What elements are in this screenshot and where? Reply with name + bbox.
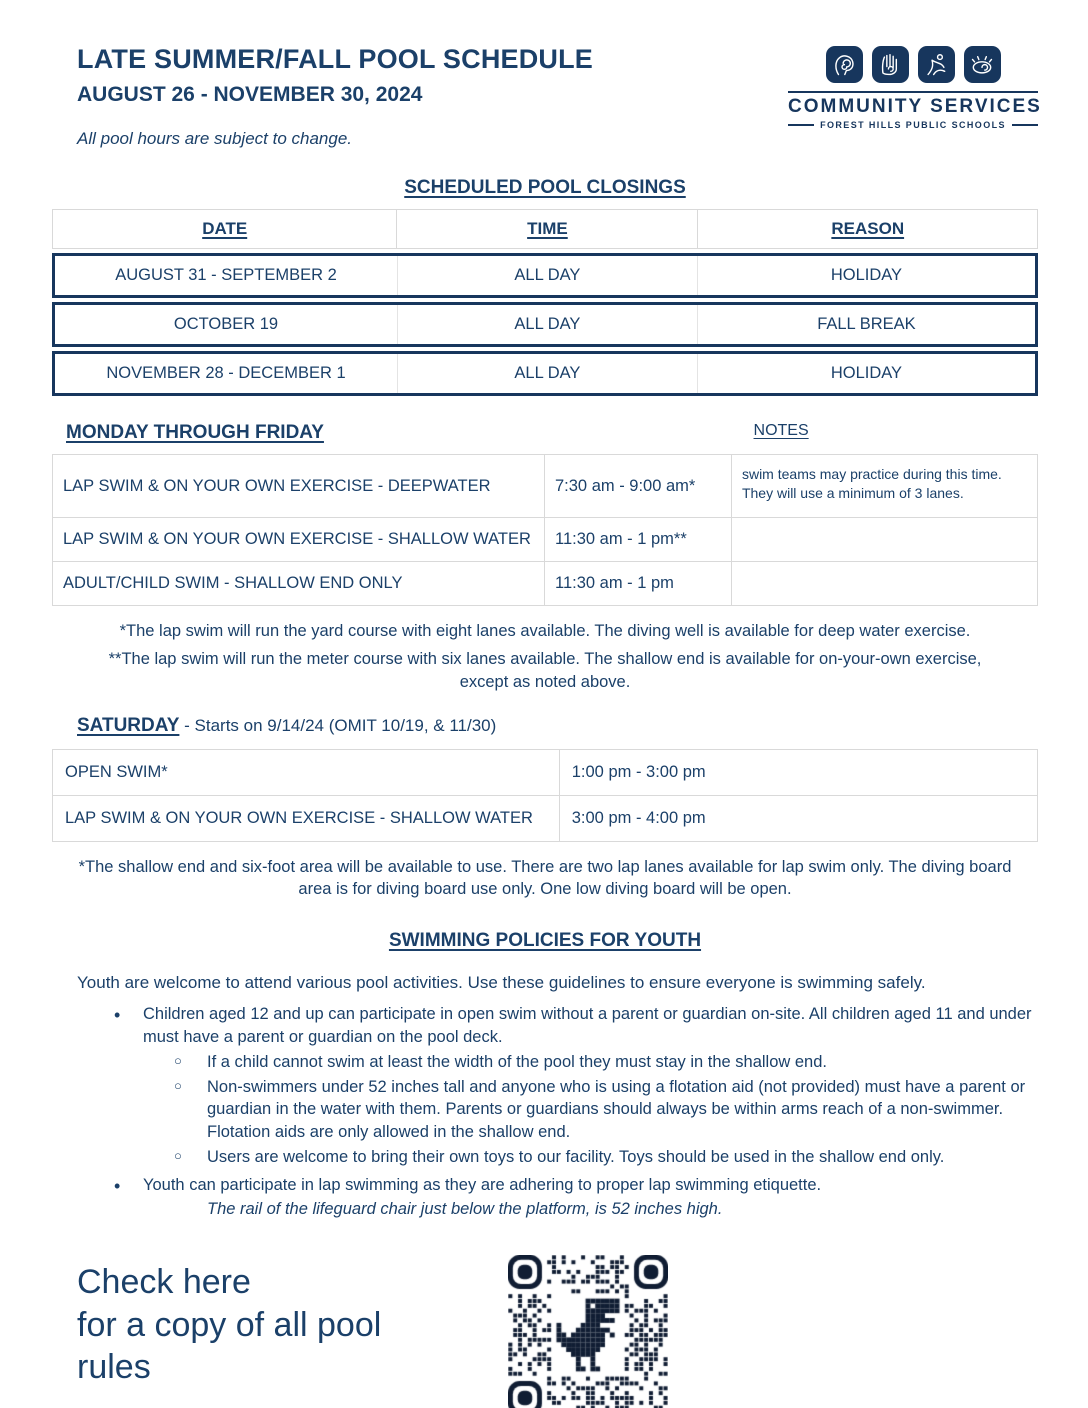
table-row [53, 455, 1037, 518]
saturday-heading: SATURDAY [77, 714, 180, 736]
policies-heading: SWIMMING POLICIES FOR YOUTH [388, 930, 702, 952]
time-cell: 7:30 am - 9:00 am* [545, 455, 732, 517]
activity-cell: LAP SWIM & ON YOUR OWN EXERCISE - SHALLOW WATER [53, 518, 545, 561]
closing-date: AUGUST 31 - SEPTEMBER 2 [55, 256, 398, 295]
list-item: ○ Users are welcome to bring their own toys to our facility. Toys should be used in the shallow end only. [52, 1146, 1038, 1168]
closings-col-time: TIME [397, 210, 698, 248]
table-row [53, 750, 1037, 796]
logo-org-name: COMMUNITY SERVICES [788, 96, 1042, 117]
note-cell [732, 562, 1037, 605]
saturday-footnote: *The shallow end and six-foot area will be available to use. There are two lap lanes available for lap swim only. The diving board area is for diving board use only. One low diving board will be open. [78, 857, 1012, 899]
hours-disclaimer: All pool hours are subject to change. [77, 129, 353, 148]
closings-header-row [52, 209, 1038, 249]
table-row [52, 351, 1038, 396]
page-title: LATE SUMMER/FALL POOL SCHEDULE [77, 44, 594, 74]
closing-reason: HOLIDAY [830, 266, 903, 284]
activity-cell: OPEN SWIM* [53, 750, 560, 795]
closings-heading: SCHEDULED POOL CLOSINGS [404, 177, 686, 198]
closing-time: ALL DAY [398, 305, 698, 344]
policies-bullets [52, 1003, 1038, 1196]
table-row [53, 796, 1037, 841]
weekday-heading: MONDAY THROUGH FRIDAY [66, 422, 324, 443]
logo-icons [788, 46, 1038, 83]
qr-caption-line: for a copy of all pool [77, 1305, 382, 1344]
time-cell: 3:00 pm - 4:00 pm [571, 808, 706, 827]
hand-icon [872, 46, 909, 83]
logo-suborg [788, 120, 1038, 130]
closings-table [52, 209, 1038, 396]
header [52, 44, 1042, 149]
activity-cell: LAP SWIM & ON YOUR OWN EXERCISE - SHALLOW WATER [53, 796, 560, 841]
time-cell: 11:30 am - 1 pm** [545, 518, 732, 561]
table-row [53, 562, 1037, 605]
saturday-table [52, 749, 1038, 842]
policies-intro: Youth are welcome to attend various pool activities. Use these guidelines to ensure everyone is swimming safely. [77, 973, 926, 993]
note-cell [732, 518, 1037, 561]
saturday-heading-line [52, 715, 1038, 737]
community-services-logo [788, 46, 1042, 130]
date-range: AUGUST 26 - NOVEMBER 30, 2024 [77, 83, 423, 106]
closings-section [52, 177, 1038, 396]
saturday-heading-suffix: - Starts on 9/14/24 (OMIT 10/19, & 11/30) [179, 715, 497, 735]
closing-time: ALL DAY [398, 256, 698, 295]
logo-dash-right [1012, 124, 1038, 126]
head-spiral-icon [826, 46, 863, 83]
activity-cell: LAP SWIM & ON YOUR OWN EXERCISE - DEEPWATER [53, 455, 545, 517]
person-icon [918, 46, 955, 83]
weekday-section [52, 422, 1038, 693]
list-item: • Children aged 12 and up can participate in open swim without a parent or guardian on-site. All children aged 11 and under must have a parent or guardian on the pool deck. [52, 1003, 1038, 1048]
closing-time: ALL DAY [398, 354, 698, 393]
time-cell: 1:00 pm - 3:00 pm [571, 762, 706, 781]
closing-date: NOVEMBER 28 - DECEMBER 1 [55, 354, 398, 393]
list-item: • Youth can participate in lap swimming as they are adhering to proper lap swimming etiquette. [52, 1174, 1038, 1196]
weekday-footnote-2: **The lap swim will run the meter course with six lanes available. The shallow end is available for on-your-own exercise, except as noted above. [108, 650, 982, 691]
logo-suborg-name: FOREST HILLS PUBLIC SCHOOLS [820, 120, 1006, 130]
title-block [52, 44, 593, 149]
notes-heading: NOTES [753, 422, 809, 439]
logo-divider [788, 91, 1038, 93]
activity-cell: ADULT/CHILD SWIM - SHALLOW END ONLY [53, 562, 545, 605]
eye-icon [964, 46, 1001, 83]
closing-reason: FALL BREAK [817, 315, 916, 333]
saturday-section [52, 715, 1038, 901]
qr-caption [77, 1261, 381, 1387]
note-cell: swim teams may practice during this time. They will use a minimum of 3 lanes. [741, 466, 1002, 501]
lifeguard-chair-note: The rail of the lifeguard chair just below the platform, is 52 inches high. [207, 1200, 723, 1219]
qr-caption-line: rules [77, 1347, 151, 1386]
table-row [52, 253, 1038, 298]
weekday-footnote-1: *The lap swim will run the yard course with eight lanes available. The diving well is available for deep water exercise. [119, 622, 971, 640]
pool-rules-section [52, 1255, 1038, 1408]
table-row [53, 518, 1037, 562]
closings-col-reason: REASON [831, 219, 905, 238]
closings-col-date: DATE [53, 210, 397, 248]
pool-rules-qr-code[interactable] [508, 1255, 668, 1408]
closing-date: OCTOBER 19 [55, 305, 398, 344]
logo-dash-left [788, 124, 814, 126]
closing-reason: HOLIDAY [830, 364, 903, 382]
list-item: ○ Non-swimmers under 52 inches tall and anyone who is using a flotation aid (not provided) must have a parent or guardian in the water with them. Parents or guardians should always be within arms reach of a non-swimmer. Flotation aids are only allowed in the shallow end. [52, 1076, 1038, 1143]
time-cell: 11:30 am - 1 pm [545, 562, 732, 605]
policies-section [52, 930, 1038, 1219]
table-row [52, 302, 1038, 347]
list-item: ○ If a child cannot swim at least the width of the pool they must stay in the shallow end. [52, 1051, 1038, 1073]
weekday-table [52, 454, 1038, 606]
qr-caption-line: Check here [77, 1263, 251, 1302]
